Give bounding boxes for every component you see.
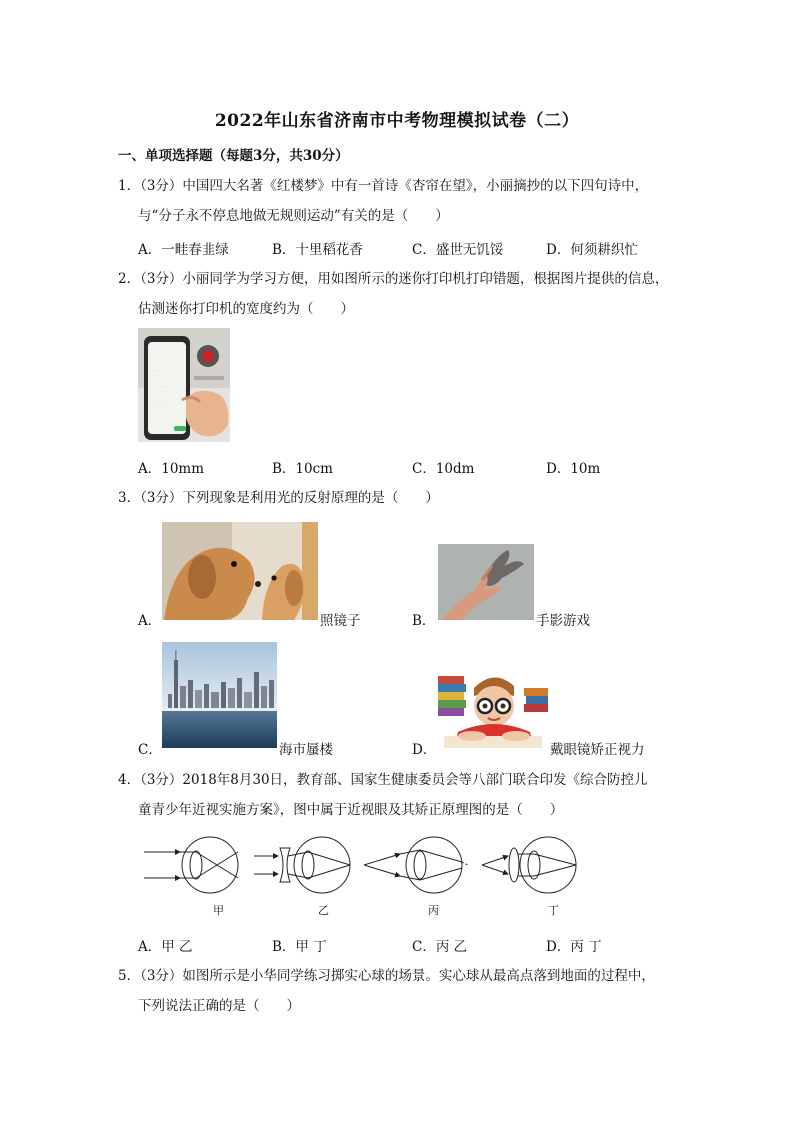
q3-option-d-letter[interactable]: D． bbox=[412, 742, 437, 758]
q2-option-a[interactable]: A．10mm bbox=[138, 461, 205, 477]
boy-glasses-photo bbox=[438, 666, 548, 748]
svg-text:· ·: · · bbox=[156, 368, 160, 373]
eye-label-yi: 乙 bbox=[318, 904, 329, 917]
q1-option-c[interactable]: C．盛世无饥馁 bbox=[412, 242, 504, 258]
q1-option-a[interactable]: A．一畦春韭绿 bbox=[138, 242, 229, 258]
eye-diagram-yi bbox=[254, 837, 350, 893]
q1-option-b[interactable]: B．十里稻花香 bbox=[272, 242, 363, 258]
page-title: 2022年山东省济南市中考物理模拟试卷（二） bbox=[214, 111, 580, 131]
eye-diagram-bing bbox=[364, 837, 468, 893]
q2-stem-line2: 估测迷你打印机的宽度约为（ ） bbox=[138, 301, 354, 317]
eye-label-bing: 丙 bbox=[428, 904, 439, 917]
q3-option-b-text[interactable]: 手影游戏 bbox=[536, 613, 590, 629]
eye-diagrams bbox=[138, 832, 588, 896]
svg-text:· ·: · · bbox=[164, 384, 168, 389]
q4-option-a[interactable]: A．甲 乙 bbox=[138, 939, 193, 955]
q3-option-a-letter[interactable]: A． bbox=[138, 613, 162, 629]
hand-shadow-photo bbox=[438, 544, 534, 620]
eye-label-jia: 甲 bbox=[213, 904, 224, 917]
q3-option-a-text[interactable]: 照镜子 bbox=[320, 613, 361, 629]
eye-diagram-jia bbox=[144, 837, 238, 893]
svg-text:· ·: · · bbox=[158, 400, 162, 405]
q3-option-c-letter[interactable]: C． bbox=[138, 742, 162, 758]
q1-option-d[interactable]: D．何须耕织忙 bbox=[546, 242, 638, 258]
q4-option-b[interactable]: B．甲 丁 bbox=[272, 939, 327, 955]
q3-option-b-letter[interactable]: B． bbox=[412, 613, 436, 629]
section-heading: 一、单项选择题（每题3分，共30分） bbox=[118, 148, 349, 164]
mini-printer-photo bbox=[138, 328, 230, 442]
q4-option-d[interactable]: D．丙 丁 bbox=[546, 939, 602, 955]
q5-stem-line2: 下列说法正确的是（ ） bbox=[138, 998, 300, 1014]
eye-diagram-ding bbox=[482, 837, 576, 893]
dog-mirror-photo bbox=[162, 522, 318, 620]
q2-stem-line1: 2．（3分）小丽同学为学习方便，用如图所示的迷你打印机打印错题，根据图片提供的信息， bbox=[118, 271, 669, 287]
q3-stem: 3．（3分）下列现象是利用光的反射原理的是（ ） bbox=[118, 490, 439, 506]
eye-label-ding: 丁 bbox=[548, 904, 559, 917]
q4-stem-line1: 4．（3分）2018年8月30日，教育部、国家生健康委员会等八部门联合印发《综合防控儿 bbox=[118, 772, 648, 788]
q5-stem-line1: 5．（3分）如图所示是小华同学练习掷实心球的场景。实心球从最高点落到地面的过程中， bbox=[118, 968, 655, 984]
q2-option-c[interactable]: C．10dm bbox=[412, 461, 475, 477]
q2-option-d[interactable]: D．10m bbox=[546, 461, 601, 477]
q3-option-c-text[interactable]: 海市蜃楼 bbox=[279, 742, 333, 758]
q2-option-b[interactable]: B．10cm bbox=[272, 461, 333, 477]
mirage-photo bbox=[162, 642, 277, 748]
q1-stem-line2: 与“分子永不停息地做无规则运动”有关的是（ ） bbox=[138, 208, 449, 224]
q3-option-d-text[interactable]: 戴眼镜矫正视力 bbox=[550, 742, 645, 758]
q4-stem-line2: 童青少年近视实施方案》，图中属于近视眼及其矫正原理图的是（ ） bbox=[138, 802, 564, 818]
q4-option-c[interactable]: C．丙 乙 bbox=[412, 939, 468, 955]
q1-stem-line1: 1．（3分）中国四大名著《红楼梦》中有一首诗《杏帘在望》，小丽摘抄的以下四句诗中， bbox=[118, 178, 649, 194]
